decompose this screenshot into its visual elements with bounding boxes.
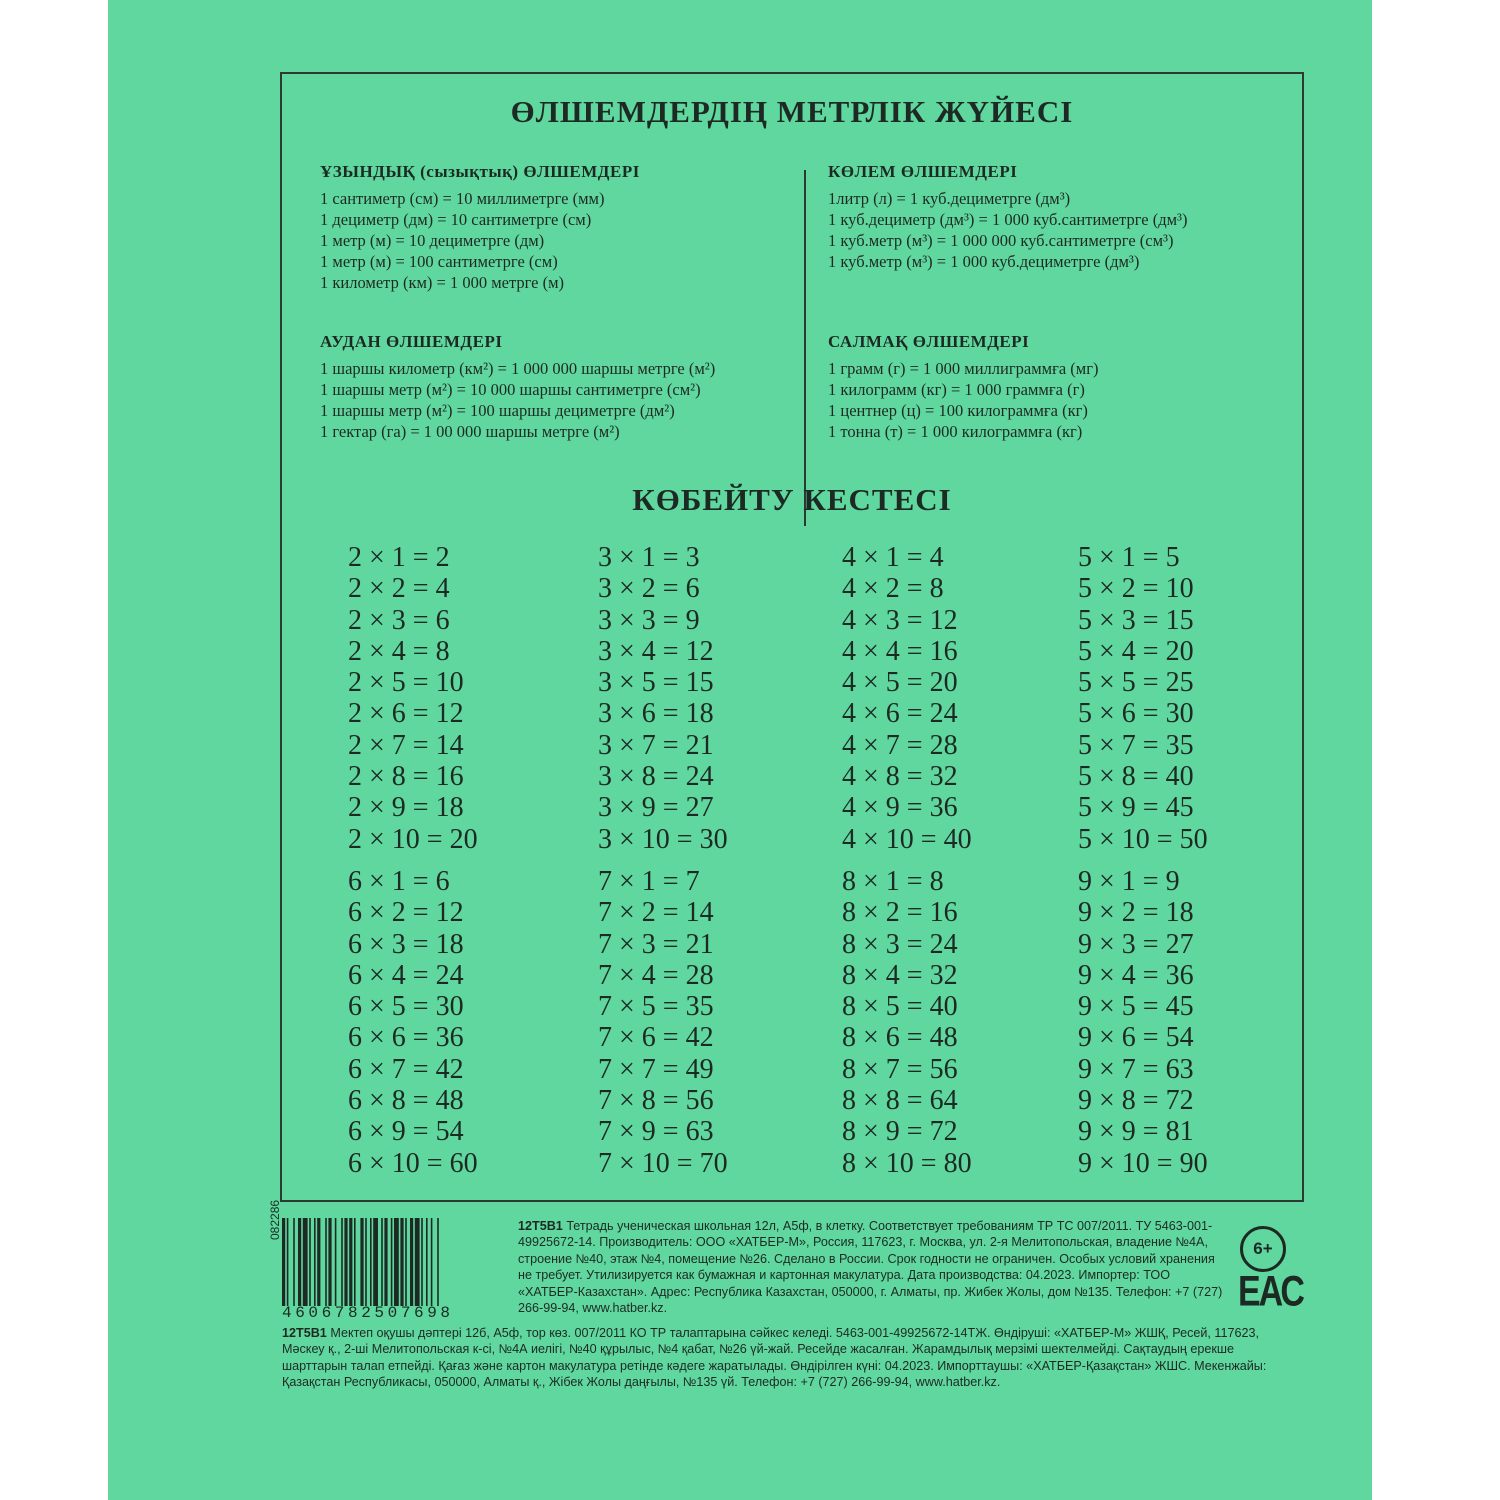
table-row: 2 × 5 = 10 [348, 667, 464, 699]
table-row: 9 × 4 = 36 [1078, 959, 1194, 991]
eac-mark-icon: ЕАС [1238, 1268, 1303, 1316]
table-row: 3 × 4 = 12 [598, 635, 714, 667]
table-row: 6 × 3 = 18 [348, 928, 464, 960]
table-column-9 [1078, 866, 1318, 1179]
table-row: 2 × 4 = 8 [348, 635, 450, 667]
table-row: 7 × 8 = 56 [598, 1085, 714, 1117]
table-row: 5 × 6 = 30 [1078, 698, 1194, 730]
table-row: 5 × 5 = 25 [1078, 667, 1194, 699]
table-row: 9 × 5 = 45 [1078, 991, 1194, 1023]
table-row: 7 × 9 = 63 [598, 1116, 714, 1148]
length-units-heading: ҰЗЫНДЫҚ (сызықтық) ӨЛШЕМДЕРІ [320, 162, 640, 181]
table-column-4 [842, 542, 1082, 855]
table-row: 2 × 3 = 6 [348, 604, 450, 636]
barcode-bar [317, 1218, 320, 1306]
table-row: 2 × 6 = 12 [348, 698, 464, 730]
barcode-bar [410, 1218, 413, 1306]
table-row: 7 × 2 = 14 [598, 897, 714, 929]
table-column-2 [348, 542, 588, 855]
table-row: 6 × 4 = 24 [348, 959, 464, 991]
table-row: 6 × 7 = 42 [348, 1053, 464, 1085]
length-line: 1 метр (м) = 10 дециметрге (дм) [320, 231, 545, 250]
table-row: 7 × 7 = 49 [598, 1053, 714, 1085]
barcode-icon [280, 1218, 502, 1306]
barcode-bar [293, 1218, 295, 1306]
barcode-bar [365, 1218, 367, 1306]
table-row: 8 × 4 = 32 [842, 959, 958, 991]
table-row: 5 × 4 = 20 [1078, 635, 1194, 667]
table-row: 7 × 6 = 42 [598, 1022, 714, 1054]
table-column-3 [598, 542, 838, 855]
volume-units-block [828, 162, 1187, 272]
barcode-bar [344, 1218, 347, 1306]
table-row: 2 × 10 = 20 [348, 823, 478, 855]
table-row: 7 × 10 = 70 [598, 1147, 728, 1179]
table-row: 6 × 6 = 36 [348, 1022, 464, 1054]
barcode-bar [335, 1218, 337, 1306]
barcode-bar [431, 1218, 433, 1306]
area-line: 1 шаршы метр (м²) = 100 шаршы дециметрге (дм²) [320, 401, 675, 420]
table-row: 2 × 2 = 4 [348, 573, 450, 605]
barcode-bar [349, 1218, 352, 1306]
table-row: 3 × 5 = 15 [598, 667, 714, 699]
table-row: 5 × 3 = 15 [1078, 604, 1194, 636]
volume-units-heading: КӨЛЕМ ӨЛШЕМДЕРІ [828, 162, 1018, 181]
table-row: 4 × 4 = 16 [842, 635, 958, 667]
product-info-kz-text: Мектеп оқушы дәптері 12б, А5ф, тор көз. 007/2011 КО ТР талаптарына сәйкес келеді. 5463-001-49925672-14ТЖ. Өндіруші: «ХАТБЕР-М» ЖШҚ, Ресей, 117623, Мәскеу қ., 2-ші Мелитопольская к-сі, №4А иелігі, №40 құрылыс, №4 қабат, №26 үй-жай. Ресейде жасалған. Жарамдылық мерзімі шектелмейді. Сақтаудың ерекше шарттарын талап етпейді. Қағаз және картон макулатура ретінде кәдеге жаратылады. Өндірілген күні: 04.2023. Импорттаушы: «ХАТБЕР-Қазақстан» ЖШС. Мекенжайы: Қазақстан Республикасы, 050000, Алматы қ., Жібек Жолы даңғылы, №135 үй. Телефон: +7 (727) 266-99-94, www.hatber.kz. [282, 1326, 1267, 1390]
table-column-8 [842, 866, 1082, 1179]
metric-system-title: ӨЛШЕМДЕРДІҢ МЕТРЛІК ЖҮЙЕСІ [510, 94, 1074, 129]
table-row: 5 × 10 = 50 [1078, 823, 1208, 855]
table-row: 3 × 7 = 21 [598, 729, 714, 761]
table-column-5 [1078, 542, 1318, 855]
table-column-7 [598, 866, 838, 1179]
length-line: 1 дециметр (дм) = 10 сантиметрге (см) [320, 210, 592, 229]
table-row: 9 × 8 = 72 [1078, 1085, 1194, 1117]
barcode-bar [391, 1218, 393, 1306]
table-row: 4 × 7 = 28 [842, 729, 958, 761]
table-row: 6 × 10 = 60 [348, 1147, 478, 1179]
area-line: 1 гектар (га) = 1 00 000 шаршы метрге (м²) [320, 422, 620, 441]
table-row: 7 × 3 = 21 [598, 928, 714, 960]
table-row: 9 × 10 = 90 [1078, 1147, 1208, 1179]
barcode-bar [360, 1218, 363, 1306]
mass-units-heading: САЛМАҚ ӨЛШЕМДЕРІ [828, 332, 1030, 351]
table-row: 4 × 2 = 8 [842, 573, 944, 605]
barcode-bar [370, 1218, 372, 1306]
table-row: 8 × 1 = 8 [842, 866, 944, 897]
table-row: 5 × 9 = 45 [1078, 792, 1194, 824]
barcode-bar [381, 1218, 383, 1306]
barcode-bar [384, 1218, 387, 1306]
table-row: 3 × 1 = 3 [598, 542, 700, 573]
table-row: 6 × 2 = 12 [348, 897, 464, 929]
table-row: 4 × 9 = 36 [842, 792, 958, 824]
table-row: 5 × 2 = 10 [1078, 573, 1194, 605]
barcode-digits: 4606782507698 [282, 1304, 454, 1322]
barcode-bar [325, 1218, 327, 1306]
length-line: 1 сантиметр (см) = 10 миллиметрге (мм) [320, 189, 605, 208]
table-row: 5 × 1 = 5 [1078, 542, 1180, 573]
table-row: 6 × 8 = 48 [348, 1085, 464, 1117]
table-row: 5 × 7 = 35 [1078, 729, 1194, 761]
age-rating-badge: 6+ [1240, 1226, 1286, 1272]
table-row: 4 × 8 = 32 [842, 761, 958, 793]
mass-units-block [828, 332, 1099, 442]
table-row: 8 × 3 = 24 [842, 928, 958, 960]
length-units-block [320, 162, 640, 293]
product-code: 12Т5В1 [518, 1219, 563, 1233]
table-row: 8 × 8 = 64 [842, 1085, 958, 1117]
table-row: 9 × 6 = 54 [1078, 1022, 1194, 1054]
table-row: 3 × 10 = 30 [598, 823, 728, 855]
table-row: 3 × 9 = 27 [598, 792, 714, 824]
volume-line: 1 куб.метр (м³) = 1 000 000 куб.сантиметрге (см³) [828, 231, 1174, 250]
barcode-bar [354, 1218, 356, 1306]
barcode-bar [373, 1218, 378, 1306]
column-divider [804, 170, 806, 526]
table-row: 8 × 9 = 72 [842, 1116, 958, 1148]
barcode-bar [309, 1218, 311, 1306]
table-row: 9 × 3 = 27 [1078, 928, 1194, 960]
area-units-heading: АУДАН ӨЛШЕМДЕРІ [320, 332, 503, 351]
volume-line: 1 куб.метр (м³) = 1 000 куб.дециметрге (дм³) [828, 252, 1140, 271]
table-row: 8 × 5 = 40 [842, 991, 958, 1023]
barcode-bar [303, 1218, 308, 1306]
barcode-bar [298, 1218, 301, 1306]
barcode-bar [437, 1218, 439, 1306]
table-row: 2 × 9 = 18 [348, 792, 464, 824]
table-row: 8 × 7 = 56 [842, 1053, 958, 1085]
table-row: 9 × 9 = 81 [1078, 1116, 1194, 1148]
mass-line: 1 килограмм (кг) = 1 000 граммға (г) [828, 380, 1085, 399]
product-info-kz [282, 1325, 1298, 1391]
barcode-bar [426, 1218, 428, 1306]
table-row: 8 × 6 = 48 [842, 1022, 958, 1054]
barcode-bar [400, 1218, 403, 1306]
barcode-bar [405, 1218, 407, 1306]
multiplication-table-title: КӨБЕЙТУ КЕСТЕСІ [632, 482, 952, 517]
product-info-ru-text: Тетрадь ученическая школьная 12л, А5ф, в клетку. Соответствует требованиям ТР ТС 007/2011. ТУ 5463-001-49925672-14. Производитель: ООО «ХАТБЕР-М», Россия, 117623, г. Москва, ул. 2-я Мелитопольская, владение №4А, строение №40, этаж №4, помещение №26. Сделано в России. Срок годности не ограничен. Особых условий хранения не требует. Утилизируется как бумажная и картонная макулатура. Дата производства: 04.2023. Импортер: ТОО «ХАТБЕР-Казахстан». Адрес: Республика Казахстан, 050000, г. Алматы, пр. Жибек Жолы, дом №135. Телефон: +7 (727) 266-99-94, www.hatber.kz. [518, 1219, 1223, 1316]
mass-line: 1 грамм (г) = 1 000 миллиграммға (мг) [828, 359, 1099, 378]
table-row: 7 × 5 = 35 [598, 991, 714, 1023]
table-row: 4 × 1 = 4 [842, 542, 944, 573]
table-row: 6 × 5 = 30 [348, 991, 464, 1023]
barcode-bar [328, 1218, 331, 1306]
table-column-6 [348, 866, 588, 1179]
table-row: 3 × 3 = 9 [598, 604, 700, 636]
volume-line: 1 куб.дециметр (дм³) = 1 000 куб.сантиметрге (дм³) [828, 210, 1188, 229]
area-units-block [320, 332, 715, 442]
table-row: 6 × 1 = 6 [348, 866, 450, 897]
barcode-bar [394, 1218, 399, 1306]
table-row: 8 × 2 = 16 [842, 897, 958, 929]
area-line: 1 шаршы километр (км²) = 1 000 000 шаршы метрге (м²) [320, 359, 716, 378]
barcode-bar [314, 1218, 316, 1306]
length-line: 1 метр (м) = 100 сантиметрге (см) [320, 252, 558, 271]
reference-frame [280, 72, 1304, 1202]
table-row: 4 × 6 = 24 [842, 698, 958, 730]
table-row: 2 × 1 = 2 [348, 542, 450, 573]
area-line: 1 шаршы метр (м²) = 10 000 шаршы сантиметрге (см²) [320, 380, 701, 399]
barcode-bar [341, 1218, 343, 1306]
barcode-bar [287, 1218, 289, 1306]
table-row: 8 × 10 = 80 [842, 1147, 972, 1179]
table-row: 9 × 7 = 63 [1078, 1053, 1194, 1085]
table-row: 2 × 7 = 14 [348, 729, 464, 761]
barcode-bar [282, 1218, 285, 1306]
table-row: 9 × 2 = 18 [1078, 897, 1194, 929]
volume-line: 1литр (л) = 1 куб.дециметрге (дм³) [828, 189, 1071, 208]
table-row: 2 × 8 = 16 [348, 761, 464, 793]
product-info-ru [518, 1218, 1230, 1316]
table-row: 3 × 2 = 6 [598, 573, 700, 605]
mass-line: 1 тонна (т) = 1 000 килограммға (кг) [828, 422, 1083, 441]
table-row: 9 × 1 = 9 [1078, 866, 1180, 897]
barcode-bar [421, 1218, 423, 1306]
product-code: 12Т5В1 [282, 1326, 327, 1340]
table-row: 4 × 10 = 40 [842, 823, 972, 855]
table-row: 4 × 3 = 12 [842, 604, 958, 636]
mass-line: 1 центнер (ц) = 100 килограммға (кг) [828, 401, 1088, 420]
table-row: 3 × 8 = 24 [598, 761, 714, 793]
table-row: 7 × 1 = 7 [598, 866, 700, 897]
length-line: 1 километр (км) = 1 000 метрге (м) [320, 273, 565, 292]
table-row: 3 × 6 = 18 [598, 698, 714, 730]
barcode-bar [415, 1218, 420, 1306]
table-row: 4 × 5 = 20 [842, 667, 958, 699]
table-row: 6 × 9 = 54 [348, 1116, 464, 1148]
table-row: 7 × 4 = 28 [598, 959, 714, 991]
table-row: 5 × 8 = 40 [1078, 761, 1194, 793]
side-code: 082286 [268, 1199, 282, 1240]
